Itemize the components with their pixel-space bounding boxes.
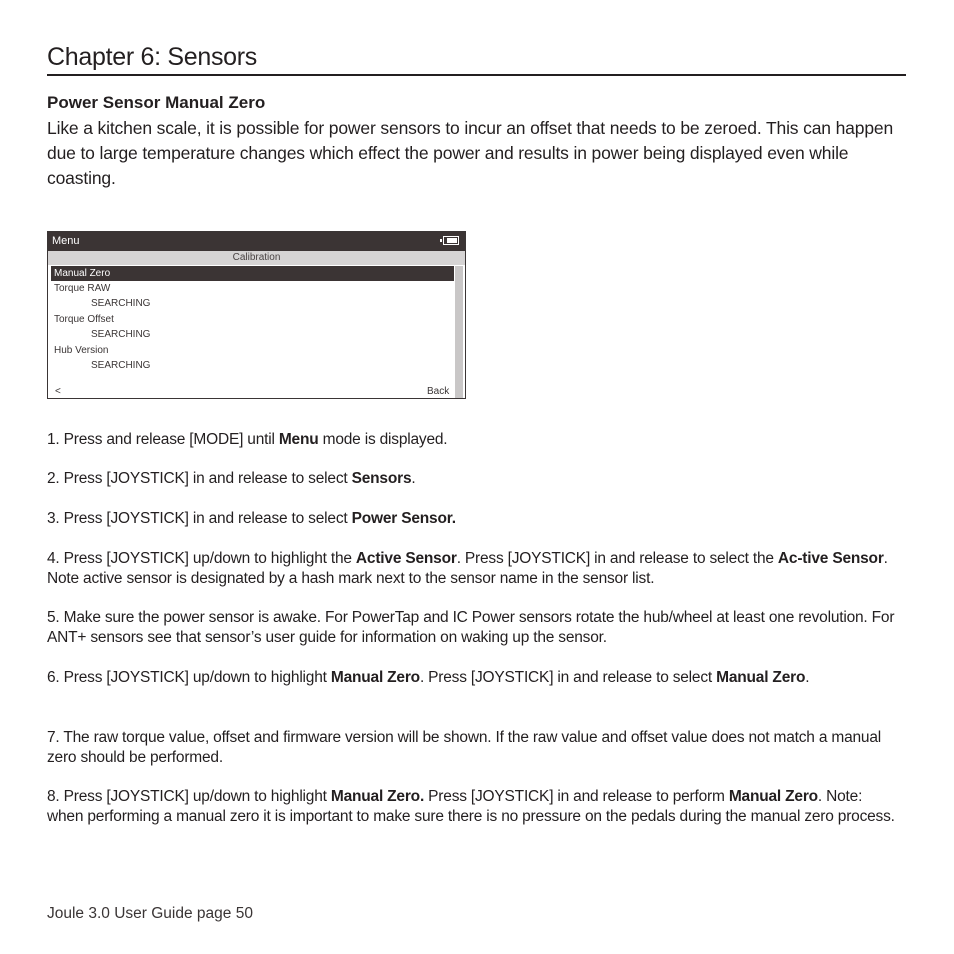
- device-row-value: SEARCHING: [91, 329, 151, 340]
- step-4: [47, 549, 897, 589]
- step-1: [47, 430, 897, 450]
- step-emphasis: Manual Zero: [728, 788, 818, 805]
- step-emphasis: Manual Zero: [716, 669, 806, 686]
- device-screen-illustration: [47, 231, 466, 399]
- device-row-label: Torque Offset: [54, 314, 114, 325]
- step-text: 8. Press [JOYSTICK] up/down to highlight: [47, 788, 331, 805]
- step-text: 1. Press and release [MODE] until: [47, 431, 279, 448]
- step-text: mode is displayed.: [318, 431, 448, 448]
- device-row-label: Hub Version: [54, 345, 109, 356]
- step-emphasis: Menu: [278, 431, 319, 448]
- step-text: 4. Press [JOYSTICK] up/down to highlight the: [47, 550, 356, 567]
- section-heading: Power Sensor Manual Zero: [47, 93, 266, 112]
- device-selected-item: Manual Zero: [51, 266, 454, 281]
- device-back-arrow-icon: <: [55, 386, 61, 397]
- step-emphasis: Manual Zero: [330, 669, 420, 686]
- step-text: 7. The raw torque value, offset and firmware version will be shown. If the raw value and offset value does not match a manual zero should be performed.: [47, 729, 882, 766]
- step-3: [47, 509, 897, 529]
- step-text: . Press [JOYSTICK] in and release to select: [419, 669, 717, 686]
- step-2: [47, 469, 897, 489]
- step-text: 5. Make sure the power sensor is awake. For PowerTap and IC Power sensors rotate the hub/wheel at least one revolution. For ANT+ sensors see that sensor’s user guide for information on waking up the sensor.: [47, 609, 895, 646]
- step-emphasis: Manual Zero.: [330, 788, 425, 805]
- step-emphasis: Active Sensor: [355, 550, 457, 567]
- step-emphasis: Sensors: [351, 470, 412, 487]
- chapter-title: Chapter 6: Sensors: [47, 43, 257, 71]
- step-text: 3. Press [JOYSTICK] in and release to select: [47, 510, 352, 527]
- device-row-value: SEARCHING: [91, 360, 151, 371]
- intro-paragraph: Like a kitchen scale, it is possible for power sensors to incur an offset that needs to be zeroed. This can happen due to large temperature changes which effect the power and results in power being displayed even while coasting.: [47, 118, 894, 188]
- chapter-divider: [47, 74, 906, 76]
- device-scrollbar: [455, 266, 463, 398]
- step-text: . Press [JOYSTICK] in and release to select the: [456, 550, 778, 567]
- step-text: 6. Press [JOYSTICK] up/down to highlight: [47, 669, 331, 686]
- step-8: [47, 787, 897, 827]
- step-text: . Note: when performing a manual zero it is important to make sure there is no pressure on the pedals during the manual zero process.: [47, 788, 895, 825]
- device-menu-label: Menu: [52, 235, 80, 247]
- device-subtitle: Calibration: [48, 251, 465, 265]
- step-text: .: [805, 669, 810, 686]
- step-6: [47, 668, 897, 688]
- device-menu-bar: [48, 232, 465, 251]
- step-5: [47, 608, 897, 648]
- step-7: [47, 728, 897, 768]
- battery-icon: [443, 236, 459, 245]
- step-emphasis: Power Sensor.: [351, 510, 456, 527]
- step-text: . Note active sensor is designated by a hash mark next to the sensor name in the sensor list.: [47, 550, 888, 587]
- device-row-value: SEARCHING: [91, 298, 151, 309]
- device-row-label: Torque RAW: [54, 283, 111, 294]
- step-text: 2. Press [JOYSTICK] in and release to select: [47, 470, 352, 487]
- step-text: Press [JOYSTICK] in and release to perform: [424, 788, 729, 805]
- step-emphasis: Ac-tive Sensor: [777, 550, 884, 567]
- step-text: .: [411, 470, 416, 487]
- page-footer: Joule 3.0 User Guide page 50: [47, 905, 253, 922]
- device-back-label: Back: [427, 386, 450, 397]
